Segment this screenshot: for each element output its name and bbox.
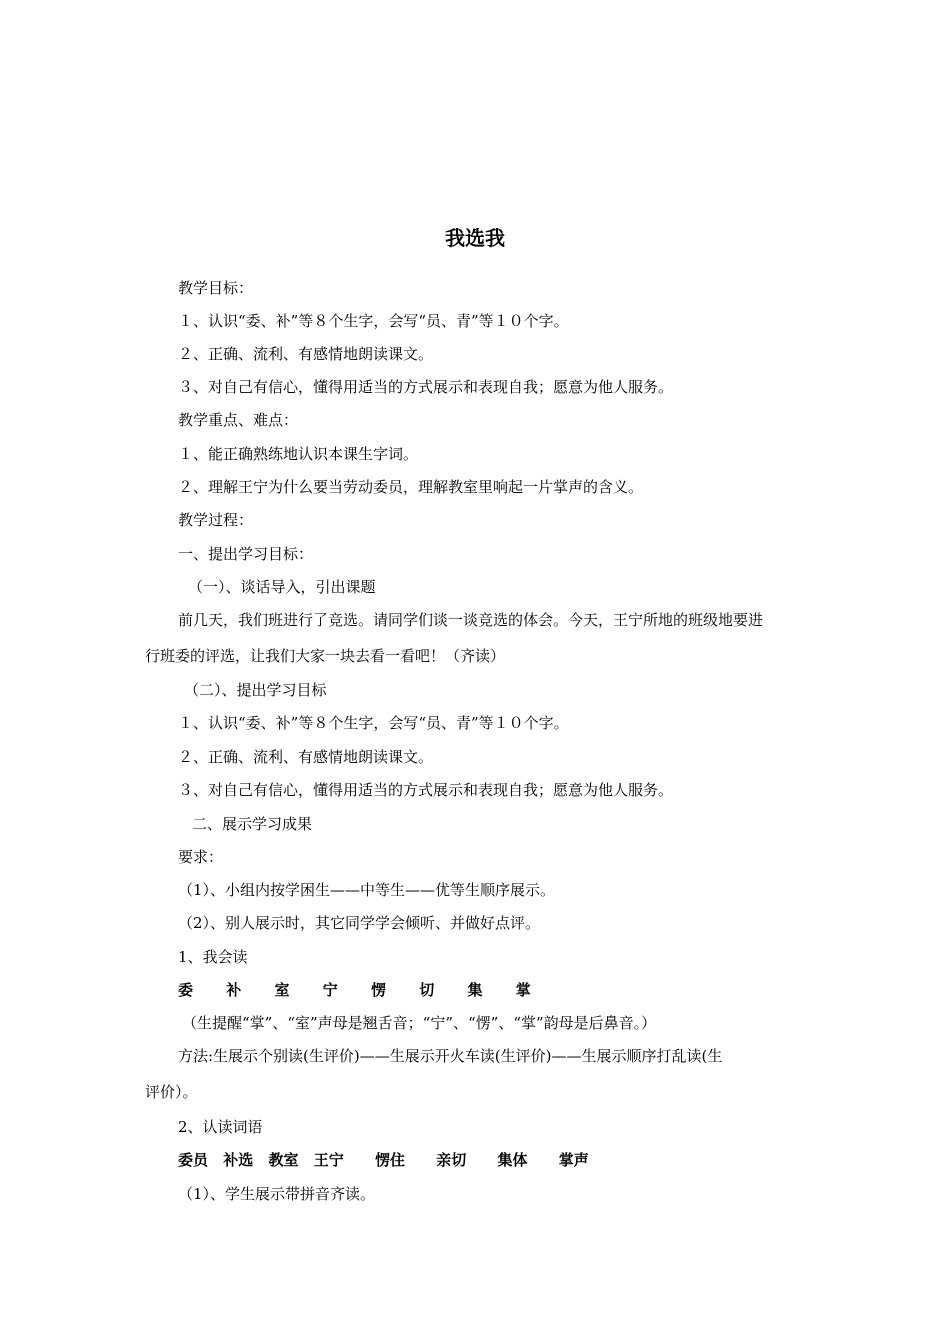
text-line: 1、我会读 bbox=[178, 948, 248, 966]
character: 切 bbox=[419, 981, 435, 999]
word: 集体 bbox=[497, 1151, 528, 1169]
character: 掌 bbox=[515, 981, 531, 999]
words-row bbox=[178, 1150, 599, 1170]
text-line: １、认识“委、补”等８个生字，会写“员、青”等１０个字。 bbox=[178, 312, 569, 330]
text-line: （二）、提出学习目标 bbox=[184, 681, 327, 699]
word: 亲切 bbox=[436, 1151, 467, 1169]
text-line: ２、正确、流利、有感情地朗读课文。 bbox=[178, 748, 434, 766]
word: 愣住 bbox=[375, 1151, 406, 1169]
document-title: 我选我 bbox=[445, 226, 505, 250]
text-line: ３、对自己有信心，懂得用适当的方式展示和表现自我；愿意为他人服务。 bbox=[178, 378, 674, 396]
text-line: 前几天，我们班进行了竞选。请同学们谈一谈竞选的体会。今天，王宁所地的班级地要进 bbox=[178, 611, 764, 629]
text-line: ２、理解王宁为什么要当劳动委员，理解教室里响起一片掌声的含义。 bbox=[178, 478, 644, 496]
text-line: 教学重点、难点： bbox=[178, 411, 299, 429]
text-line: 教学过程： bbox=[178, 511, 254, 529]
text-line: ３、对自己有信心，懂得用适当的方式展示和表现自我；愿意为他人服务。 bbox=[178, 781, 674, 799]
text-line: 2、认读词语 bbox=[178, 1118, 263, 1136]
text-line: 要求： bbox=[178, 848, 224, 866]
character: 委 bbox=[178, 981, 194, 999]
word: 王宁 bbox=[313, 1151, 344, 1169]
character: 室 bbox=[274, 981, 290, 999]
text-line: １、认识“委、补”等８个生字，会写“员、青”等１０个字。 bbox=[178, 714, 569, 732]
character: 补 bbox=[226, 981, 242, 999]
text-line: （一）、谈话导入，引出课题 bbox=[188, 578, 376, 596]
text-line: 二、展示学习成果 bbox=[192, 815, 313, 833]
text-line: 教学目标： bbox=[178, 279, 254, 297]
characters-row bbox=[178, 980, 559, 1000]
character: 集 bbox=[467, 981, 483, 999]
text-line: （1）、小组内按学困生——中等生——优等生顺序展示。 bbox=[178, 881, 556, 899]
text-line: 一、提出学习目标： bbox=[178, 545, 314, 563]
text-line: 行班委的评选，让我们大家一块去看一看吧！（齐读） bbox=[145, 647, 506, 665]
word: 委员 bbox=[178, 1151, 209, 1169]
text-line: １、能正确熟练地认识本课生字词。 bbox=[178, 445, 419, 463]
character: 宁 bbox=[322, 981, 338, 999]
text-line: 评价）。 bbox=[145, 1083, 198, 1101]
word: 教室 bbox=[268, 1151, 299, 1169]
text-line: 方法:生展示个别读(生评价)——生展示开火车读(生评价)——生展示顺序打乱读(生 bbox=[178, 1047, 723, 1065]
word: 补选 bbox=[223, 1151, 254, 1169]
text-line: （2）、别人展示时，其它同学学会倾听、并做好点评。 bbox=[178, 914, 541, 932]
text-line: （1）、学生展示带拼音齐读。 bbox=[178, 1185, 376, 1203]
text-line: ２、正确、流利、有感情地朗读课文。 bbox=[178, 345, 434, 363]
character: 愣 bbox=[371, 981, 387, 999]
word: 掌声 bbox=[558, 1151, 589, 1169]
text-line: （生提醒“掌”、“室”声母是翘舌音；“宁”、“愣”、“掌”韵母是后鼻音。） bbox=[182, 1014, 657, 1032]
